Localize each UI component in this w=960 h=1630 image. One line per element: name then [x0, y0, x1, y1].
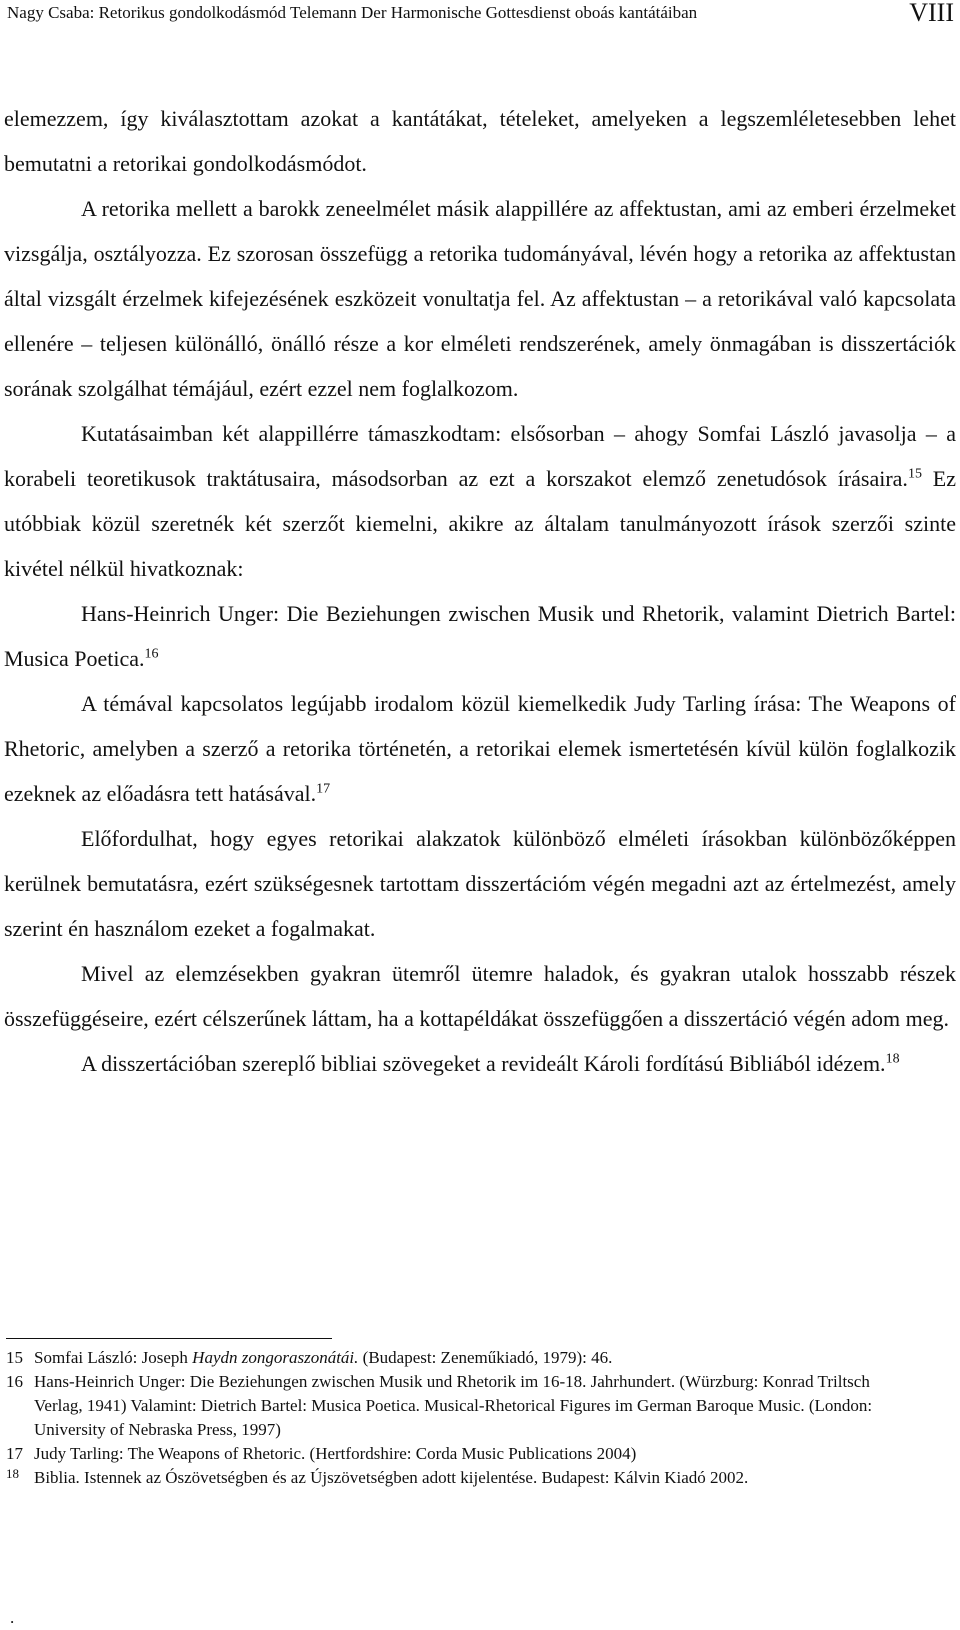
- footnote-text-part: Somfai László: Joseph: [34, 1348, 193, 1367]
- footnote-text: Hans-Heinrich Unger: Die Beziehungen zwischen Musik und Rhetorik im 16-18. Jahrhundert. (Würzburg: Konrad Triltsch Verlag, 1941) Valamint: Dietrich Bartel: Musica Poetica. Musical-Rhetorical Figures im German Baroque Music. (London: University of Nebraska Press, 1997): [34, 1372, 873, 1439]
- footnote-text: Judy Tarling: The Weapons of Rhetoric. (Hertfordshire: Corda Music Publications 2004): [34, 1444, 637, 1463]
- footnote-ref-15[interactable]: 15: [907, 466, 922, 482]
- footnote-text: Biblia. Istennek az Ószövetségben és az Újszövetségben adott kijelentése. Budapest: Kálvin Kiadó 2002.: [34, 1468, 749, 1487]
- footnote-number: 16: [6, 1372, 23, 1391]
- footnote-17: [6, 1442, 886, 1466]
- paragraph: [4, 681, 956, 816]
- footnotes: [6, 1346, 886, 1490]
- paragraph-text: A témával kapcsolatos legújabb irodalom közül kiemelkedik Judy Tarling írása: The Weapons of Rhetoric, amelyben a szerző a retorika történetén, a retorikai elemek ismertetésén kívül külön foglalkozik ezeknek az előadásra tett hatásával.: [4, 691, 956, 806]
- paragraph: A retorika mellett a barokk zeneelmélet másik alappillére az affektustan, ami az emberi érzelmeket vizsgálja, osztályozza. Ez szorosan összefügg a retorika tudományával, lévén hogy a retorika az affektustan által vizsgált érzelmek kifejezésének eszközeit vonultatja fel. Az affektustan – a retorikával való kapcsolata ellenére – teljesen különálló, önálló része a kor elméleti rendszerének, amely önmagában is disszertációk sorának szolgálhat témájául, ezért ezzel nem foglalkozom.: [4, 196, 956, 401]
- footnote-15: [6, 1346, 886, 1370]
- paragraph-text: Ez utóbbiak közül szeretnék két szerzőt kiemelni, akikre az általam tanulmányozott írások szerzői szinte kivétel nélkül hivatkoznak:: [4, 466, 956, 581]
- footnote-ref-16[interactable]: 16: [144, 646, 159, 662]
- paragraph-text: Kutatásaimban két alappillérre támaszkodtam: elsősorban – ahogy Somfai László javasolja – a korabeli teoretikusok traktátusaira, másodsorban az ezt a korszakot elemző zenetudósok írásaira.: [4, 421, 956, 491]
- trailing-mark: .: [10, 1608, 15, 1627]
- paragraph-text: Hans-Heinrich Unger: Die Beziehungen zwischen Musik und Rhetorik, valamint Dietrich Bartel: Musica Poetica.: [4, 601, 956, 671]
- footnote-ref-17[interactable]: 17: [316, 781, 331, 797]
- body-text: [4, 96, 956, 1086]
- footnote-18: [6, 1466, 886, 1490]
- header-title: Nagy Csaba: Retorikus gondolkodásmód Telemann Der Harmonische Gottesdienst oboás kantátáiban: [7, 3, 698, 22]
- paragraph: Mivel az elemzésekben gyakran ütemről ütemre haladok, és gyakran utalok hosszabb részek összefüggéseire, ezért célszerűnek láttam, ha a kottapéldákat összefüggően a disszertáció végén adom meg.: [4, 961, 956, 1031]
- running-header: [7, 0, 954, 26]
- footnote-text-part: (Budapest: Zeneműkiadó, 1979): 46.: [358, 1348, 613, 1367]
- footnote-separator: [6, 1338, 332, 1339]
- footnote-ref-18[interactable]: 18: [885, 1051, 900, 1067]
- footnote-text: [34, 1346, 886, 1370]
- footnote-number: 15: [6, 1348, 23, 1367]
- paragraph: [4, 591, 956, 681]
- page-number: VIII: [909, 0, 954, 27]
- footnote-number: 17: [6, 1444, 23, 1463]
- paragraph: Előfordulhat, hogy egyes retorikai alakzatok különböző elméleti írásokban különbözőképpen kerülnek bemutatásra, ezért szükségesnek tartottam disszertációm végén megadni azt az értelmezést, amely szerint én használom ezeket a fogalmakat.: [4, 826, 956, 941]
- paragraph: [4, 1041, 956, 1086]
- footnote-number: 18: [6, 1466, 19, 1481]
- paragraph: elemezzem, így kiválasztottam azokat a kantátákat, tételeket, amelyeken a legszemléletesebben lehet bemutatni a retorikai gondolkodásmódot.: [4, 106, 956, 176]
- footnote-title-italic: Haydn zongoraszonátái.: [192, 1348, 359, 1367]
- footnote-16: [6, 1370, 886, 1442]
- paragraph-text: A disszertációban szereplő bibliai szövegeket a revideált Károli fordítású Bibliából idézem.: [81, 1051, 886, 1076]
- paragraph: [4, 411, 956, 591]
